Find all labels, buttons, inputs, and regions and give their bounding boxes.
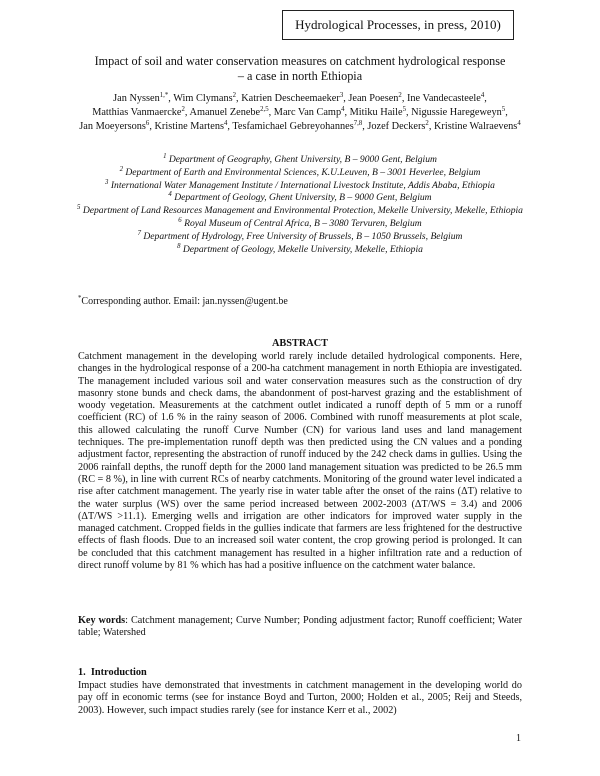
affiliation-item — [70, 167, 530, 180]
affiliation-number: 8 — [177, 242, 181, 250]
author-name-text: Marc Van Camp — [273, 107, 342, 119]
author-name — [274, 107, 345, 118]
author-separator: , — [401, 93, 407, 104]
author-name — [232, 121, 362, 132]
author-name-text: Tesfamichael Gebreyohannes — [232, 121, 354, 133]
affiliation-text: Royal Museum of Central Africa, B – 3080 Tervuren, Belgium — [184, 217, 422, 229]
affiliation-text: International Water Management Institute / International Livestock Institute, Addis Ababa, Ethiopia — [110, 179, 495, 191]
keywords-text: : Catchment management; Curve Number; Ponding adjustment factor; Runoff coefficient; Water table; Watershed — [78, 615, 522, 639]
author-name-text: Jan Nyssen — [113, 93, 160, 104]
affiliation-number: 1 — [163, 153, 167, 160]
affiliation-text: Department of Geology, Mekelle University, Mekelle, Ethiopia — [182, 243, 423, 255]
author-separator: , — [184, 107, 190, 119]
author-affiliation-mark: 2 — [232, 92, 237, 99]
author-name-text: Jozef Deckers — [367, 121, 426, 133]
author-name — [241, 93, 343, 104]
author-separator: , — [405, 107, 412, 119]
author-separator: , — [484, 93, 487, 104]
author-affiliation-mark: 2 — [398, 92, 402, 99]
author-name — [92, 107, 185, 118]
author-name-text: Ine Vandecasteele — [406, 93, 481, 104]
author-separator: , — [168, 93, 174, 104]
author-name-text: Katrien Descheemaeker — [241, 93, 340, 104]
abstract-body: Catchment management in the developing world rarely include detailed hydrological components. Here, changes in the hydrological response of a 200-ha catchment management in north Ethiopia are investigated. The management included various soil and water conservation measures such as the construction of dry masonry stone bunds and check dams, the abandonment of post-harvest grazing and the establishment of woody vegetation. Measurements at the catchment outlet indicated a runoff depth of 5 mm or a runoff coefficient (RC) of 1.6 % in the rainy season of 2006. Combined with runoff measurements at plot scale, this allowed calculating the runoff Curve Number (CN) for various land uses and land management techniques. The pre-implementation runoff depth was then predicted using the CN values and a ponding adjustment factor, representing the abstraction of runoff induced by the 242 check dams in gullies. Using the 2006 rainfall depths, the runoff depth for the 2000 land management situation was predicted to be 26.5 mm (RC = 8 %), in line with current RCs of nearby catchments. Monitoring of the ground water level indicated a rise after catchment management. The yearly rise in water table after the onset of the rains (ΔT) relative to the water surplus (WS) over the same period increased between 2002-2003 (ΔT/WS = 3.4) and 2006 (ΔT/WS >11.1). Emerging wells and irrigation are other indicators for improved water supply in the managed catchment. Cropped fields in the gullies indicate that farmers are less frightened for the destructive effects of flash floods. Due to an increased soil water content, the crop growing period is prolonged. It can be concluded that this catchment management has resulted in a higher infiltration rate and a reduction of direct runoff volume by 81 % which has had a positive influence on the catchment water balance. — [78, 351, 522, 572]
author-affiliation-mark: 4 — [223, 120, 228, 128]
affiliation-text: Department of Earth and Environmental Sciences, K.U.Leuven, B – 3001 Heverlee, Belgium — [125, 166, 481, 178]
author-separator: , — [236, 93, 242, 104]
author-name-text: Jan Moeyersons — [79, 121, 146, 133]
author-name — [79, 121, 149, 132]
affiliation-item — [70, 180, 530, 193]
journal-status-text: Hydrological Processes, in press, 2010) — [295, 17, 501, 32]
page-number: 1 — [516, 733, 521, 744]
author-name — [411, 107, 505, 118]
affiliation-number: 7 — [137, 229, 141, 237]
paper-title — [60, 54, 540, 83]
abstract-heading: ABSTRACT — [271, 338, 329, 349]
author-name — [190, 107, 269, 118]
introduction-body: Impact studies have demonstrated that investments in catchment management in the developing world do pay off in economic terms (see for instance Boyd and Turton, 2000; Holden et al., 2005; Reij and Steeds, 2003). However, such impact studies rarely (see for instance Kerr et al., 2002) — [78, 680, 522, 716]
paper-title-line-2: – a case in north Ethiopia — [237, 68, 363, 83]
author-affiliation-mark: 4 — [341, 106, 345, 114]
author-separator: , — [505, 107, 508, 119]
author-affiliation-mark: 5 — [402, 106, 406, 114]
author-affiliation-mark: 2 — [181, 106, 185, 114]
section-heading-introduction — [78, 667, 147, 678]
corresponding-author-text: Corresponding author. Email: jan.nyssen@ugent.be — [81, 296, 288, 307]
author-affiliation-mark: 5 — [501, 106, 506, 114]
corresponding-mark: * — [78, 295, 82, 302]
author-affiliation-mark: 2,5 — [260, 106, 269, 114]
section-number: 1. — [78, 667, 86, 678]
affiliation-item — [70, 231, 530, 244]
author-name-text: Matthias Vanmaercke — [92, 107, 182, 119]
author-affiliation-mark: 3 — [339, 92, 344, 99]
author-affiliation-mark: 6 — [145, 120, 150, 128]
author-name-text: Wim Clymans — [173, 93, 233, 104]
section-title: Introduction — [90, 667, 147, 678]
author-name — [367, 121, 428, 132]
affiliation-number: 6 — [178, 216, 182, 224]
affiliation-text: Department of Hydrology, Free University of Brussels, B – 1050 Brussels, Belgium — [143, 230, 463, 242]
affiliation-item — [70, 192, 530, 205]
affiliation-number: 5 — [77, 204, 81, 212]
affiliation-number: 3 — [105, 178, 109, 186]
affiliation-list — [70, 154, 530, 256]
author-name — [348, 93, 401, 104]
author-list — [78, 92, 522, 135]
affiliation-text: Department of Land Resources Management and Environmental Protection, Mekelle University, Mekelle, Ethiopia — [82, 205, 523, 217]
affiliation-number: 2 — [119, 165, 123, 173]
author-affiliation-mark: 4 — [517, 120, 521, 128]
author-affiliation-mark: 1,* — [159, 92, 169, 99]
author-affiliation-mark: 4 — [480, 92, 485, 99]
author-separator: , — [227, 121, 233, 133]
affiliation-item — [70, 205, 530, 218]
author-name-text: Jean Poesen — [348, 93, 399, 104]
affiliation-number: 4 — [168, 191, 172, 199]
author-separator: , — [344, 107, 350, 119]
author-name — [154, 121, 227, 132]
author-name — [434, 121, 521, 132]
author-affiliation-mark: 7,8 — [353, 120, 363, 128]
author-name — [407, 93, 484, 104]
author-name — [173, 93, 236, 104]
author-separator: , — [343, 93, 349, 104]
author-name-text: Kristine Martens — [154, 121, 224, 133]
author-name-text: Mitiku Haile — [349, 107, 403, 119]
author-separator: , — [149, 121, 155, 133]
author-name-text: Kristine Walraevens — [433, 121, 518, 133]
affiliation-item — [70, 244, 530, 257]
author-name-text: Amanuel Zenebe — [189, 107, 261, 119]
affiliation-text: Department of Geography, Ghent University, B – 9000 Gent, Belgium — [168, 154, 437, 165]
author-affiliation-mark: 2 — [425, 120, 429, 128]
author-separator: , — [362, 121, 368, 133]
affiliation-item — [70, 154, 530, 167]
keywords-paragraph — [78, 615, 522, 640]
affiliation-text: Department of Geology, Ghent University, B – 9000 Gent, Belgium — [174, 192, 432, 204]
paper-title-line-1: Impact of soil and water conservation measures on catchment hydrological response — [94, 54, 506, 68]
author-separator: , — [428, 121, 434, 133]
author-name-text: Nigussie Haregeweyn — [411, 107, 502, 119]
keywords-label: Key words — [78, 615, 126, 626]
journal-status-box — [282, 10, 514, 40]
author-name — [350, 107, 406, 118]
author-name — [113, 93, 168, 104]
corresponding-author-note — [78, 296, 288, 308]
author-separator: , — [268, 107, 274, 119]
